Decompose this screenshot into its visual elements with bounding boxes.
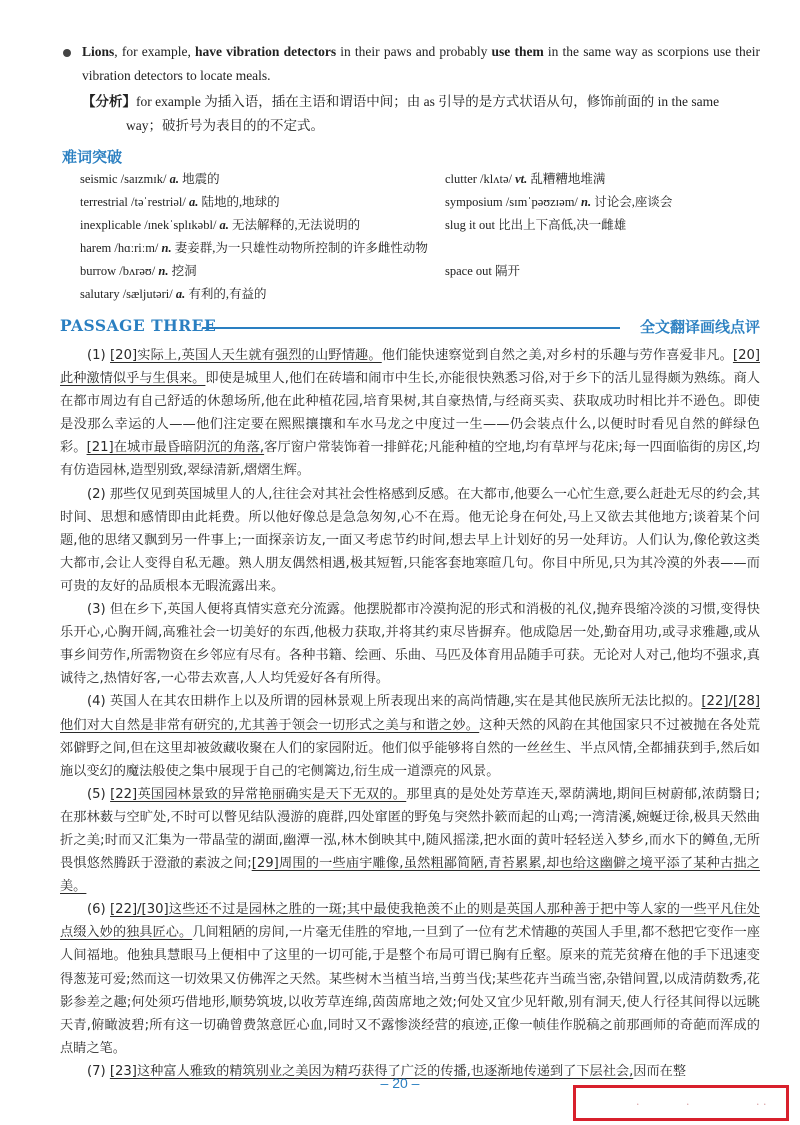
- vocab-word: burrow /bʌrəʊ/: [80, 264, 159, 278]
- vocab-word: clutter /klʌtə/: [445, 172, 516, 186]
- vocab-word: harem /hɑːriːm/: [80, 241, 162, 255]
- vocab-pos: a.: [169, 172, 183, 186]
- passage-right-label: 全文翻译画线点评: [639, 318, 760, 336]
- passage-paragraph: (2) 那些仅见到英国城里人的人,往往会对其社会性格感到反感。在大都市,他要么一心忙生意,要么赶赴无尽的约会,其时间、思想和感情即由此耗费。所以他好像总是急急匆匆,心不在焉。他无论身在何处,马上又欲去其他地方;谈着某个问题,他的思绪又飘到另一件事上;一面探亲访友,一面又考虑节约时间,想去早上计划好的另一处拜访。人们认为,像伦敦这类大都市,会让人变得自私无趣。熟人朋友偶然相遇,极其短暂,只能客套地寒暄几句。你目中所见,只为其冷漠的外表——而可贵的友好的品质根本无暇流露出来。: [60, 486, 760, 594]
- vocab-list-left: [80, 168, 460, 306]
- vocab-definition: 无法解释的,无法说明的: [232, 218, 361, 232]
- vocab-entry: [445, 237, 775, 260]
- vocab-entry: [80, 283, 460, 306]
- vocab-entry: [80, 237, 460, 260]
- passage-paragraph: (4) 英国人在其农田耕作上以及所谓的园林景观上所表现出来的高尚情趣,实在是其他民族所无法比拟的。[22]/[28]他们对大自然是非常有研究的,尤其善于领会一切形式之美与和谐之妙。这种天然的风韵在其他国家只不过被抛在各处荒郊僻野之间,但在这里却被敛藏收聚在人们的家园附近。他们似乎能够将自然的一丝丝生、半点风情,全都捕获到手,然后如施以变幻的魔法般使之集中展现于自己的宅侧篱边,衍生成一道漂亮的风景。: [60, 694, 760, 779]
- vocab-pos: n.: [161, 241, 175, 255]
- passage-body: [60, 344, 760, 1083]
- vocab-definition: 妻妾群,为一只雄性动物所控制的许多雌性动物: [174, 241, 428, 255]
- vocab-definition: 挖洞: [171, 264, 197, 278]
- vocab-word: symposium /sɪmˈpəʊzɪəm/: [445, 195, 582, 209]
- vocab-word: space out: [445, 264, 495, 278]
- vocab-entry: [445, 214, 775, 237]
- analysis-note: [82, 90, 760, 138]
- vocab-entry: [80, 214, 460, 237]
- analysis-text: for example 为插入语，插在主语和谓语中间；由 as 引导的是方式状语从句，修饰前面的 in the same: [136, 94, 720, 109]
- vocab-definition: 地震的: [182, 172, 220, 186]
- vocab-pos: vt.: [515, 172, 531, 186]
- vocab-definition: 比出上下高低,决一雌雄: [498, 218, 627, 232]
- vocab-pos: a.: [219, 218, 233, 232]
- passage-paragraph: (3) 但在乡下,英国人便将真情实意充分流露。他摆脱都市冷漠拘泥的形式和消极的礼仪,抛弃畏缩冷淡的习惯,变得快乐开心,心胸开阔,高雅社会一切美好的东西,他极力获取,并将其约束尽皆摒弃。他成隐居一处,勤奋用功,或寻求雅趣,或从事乡间劳作,所需物资在乡邻应有尽有。各种书籍、绘画、乐曲、马匹及体育用品随手可获。无论对人对己,他均不强求,真诚待之,热情好客,一心带去欢喜,人人均凭爱好各有所得。: [60, 602, 760, 687]
- bullet-section: [60, 40, 760, 138]
- vocab-entry: [80, 260, 460, 283]
- vocab-definition: 有利的,有益的: [188, 287, 267, 301]
- passage-paragraph: (6) [22]/[30]这些还不过是园林之胜的一斑;其中最使我艳羡不止的则是英国人那种善于把中等人家的一些平凡住处点缀入妙的独具匠心。几间粗陋的房间,一片毫无佳胜的窄地,一旦到了一位有艺术情趣的英国人手里,都不愁把它变作一座人间福地。他独具慧眼马上便相中了这里的一切可能,于是整个布局可谓已胸有丘壑。原来的荒芜贫瘠在他的手下迅速变得葱茏可爱;然而这一切效果又仿佛浑之天然。某些树木当植当培,当剪当伐;某些花卉当疏当密,杂错间置,以成清荫数秀,花影参差之趣;何处须巧借地形,顺势筑坡,以收芳草连绵,茵茵席地之效;何处又宜少见轩敞,别有洞天,使人行径其间得以远眺天青,俯瞰波碧;所有这一切确曾费煞意匠心血,同时又不露惨淡经营的痕迹,正像一帧佳作脱稿之前那画师的奇葩而浑成的点睛之笔。: [60, 902, 760, 1056]
- vocab-entry: [445, 191, 775, 214]
- vocab-definition: 隔开: [494, 264, 520, 278]
- page-number: – 20 –: [380, 1075, 420, 1091]
- passage-title: PASSAGE THREE: [60, 316, 217, 335]
- header-divider: [202, 327, 620, 329]
- vocab-word: seismic /saɪzmɪk/: [80, 172, 170, 186]
- vocab-title: 难词突破: [62, 148, 123, 166]
- vocab-pos: n.: [581, 195, 595, 209]
- vocab-entry: [80, 168, 460, 191]
- vocab-entry: [80, 191, 460, 214]
- analysis-tag: 【分析】: [82, 94, 136, 109]
- vocab-definition: 陆地的,地球的: [201, 195, 280, 209]
- passage-paragraph: (1) [20]实际上,英国人天生就有强烈的山野情趣。他们能快速察觉到自然之美,对乡村的乐趣与劳作喜爱非凡。[20]此种激情似乎与生俱来。即使是城里人,他们在砖墙和闹市中生长,亦能很快熟悉习俗,对于乡下的活儿显得颇为熟练。商人在都市周边有自己舒适的休憩场所,他在此种植花园,培育果树,其自豪热情,与经商买卖、获取成功时相比并不逊色。即使是没那么幸运的人——他们注定要在熙熙攘攘和车水马龙之中度过一生——仍会装点什么,以便时时看见自然的鲜绿色彩。[21]在城市最昏暗阴沉的角落,客厅窗户常装饰着一排鲜花;凡能种植的空地,均有草坪与花床;每一四面临街的房区,均有仿造园林,造型别致,翠绿清新,熠熠生辉。: [60, 348, 760, 479]
- vocab-pos: n.: [158, 264, 172, 278]
- stamp-mark: · ·: [756, 1098, 767, 1111]
- vocab-entry: [445, 260, 775, 283]
- vocab-list-right: [445, 168, 775, 283]
- passage-header: [60, 316, 760, 340]
- vocab-pos: a.: [175, 287, 189, 301]
- passage-paragraph: (7) [23]这种富人雅致的精筑别业之美因为精巧获得了广泛的传播,也逐渐地传递到了下层社会,因而在整: [87, 1063, 687, 1079]
- bullet-sentence: Lions, for example, have vibration detectors in their paws and probably use them in the same way as scorpions use their vibration detectors to locate meals.: [82, 44, 761, 83]
- vocab-pos: a.: [188, 195, 202, 209]
- vocab-entry: [445, 168, 775, 191]
- red-stamp-box: [573, 1085, 789, 1121]
- vocab-definition: 讨论会,座谈会: [594, 195, 673, 209]
- bullet-icon: [63, 49, 71, 57]
- stamp-mark: ·: [636, 1098, 640, 1111]
- vocab-word: slug it out: [445, 218, 499, 232]
- vocab-word: inexplicable /ɪnekˈsplɪkəbl/: [80, 218, 220, 232]
- vocab-word: terrestrial /təˈrestriəl/: [80, 195, 189, 209]
- passage-paragraph: (5) [22]英国园林景致的异常艳丽确实是天下无双的。那里真的是处处芳草连天,翠荫满地,期间巨树蔚郁,浓荫翳日;在那林薮与空旷处,不时可以瞥见结队漫游的鹿群,四处窜匿的野兔与突然扑簌而起的山鸡;一湾清溪,婉蜒迂徐,极具天然曲折之美;时而又汇集为一带晶莹的湖面,幽潭一泓,林木倒映其中,随风摇漾,把水面的黄叶轻轻送入梦乡,而水下的鳟鱼,无所畏惧悠然腾跃于澄澈的素波之间;[29]周围的一些庙宇雕像,虽然粗鄙简陋,青苔累累,却也给这幽僻之境平添了某种古拙之美。: [60, 786, 760, 895]
- stamp-mark: ·: [686, 1098, 690, 1111]
- vocab-definition: 乱糟糟地堆满: [530, 172, 606, 186]
- vocab-word: salutary /sæljutəri/: [80, 287, 176, 301]
- analysis-continuation: way；破折号为表目的的不定式。: [126, 118, 324, 133]
